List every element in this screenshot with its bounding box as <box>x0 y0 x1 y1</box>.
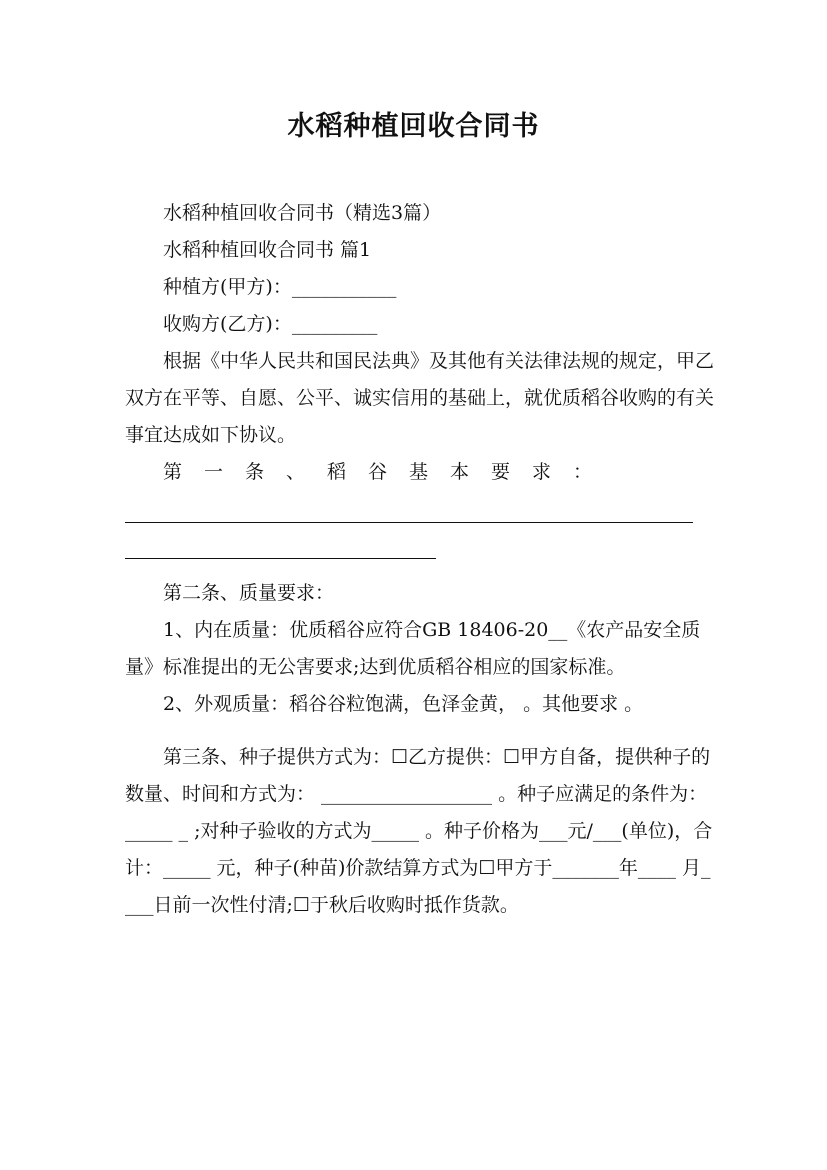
paragraph-gap <box>125 723 715 739</box>
document-subtitle: 水稻种植回收合同书（精选3篇） <box>163 202 442 224</box>
article-2-item-2: 2、外观质量：稻谷谷粒饱满，色泽金黄， 。其他要求 。 <box>163 693 644 715</box>
article-1-blank-line-1 <box>125 491 693 523</box>
article-1-blank-line-2 <box>125 527 436 559</box>
section-title: 水稻种植回收合同书 篇1 <box>163 239 372 261</box>
article-3-paragraph: 第三条、种子提供方式为：☐乙方提供：☐甲方自备，提供种子的数量、时间和方式为： __________________ 。种子应满足的条件为：_____ _ ;对种子验收的方式为_____ 。种子价格为___元/___(单位)，合计：_____ 元，种子(种苗)价款结算方式为☐甲方于_______年____ 月____日前一次性付清;☐于秋后收购时抵作货款。 <box>125 746 713 916</box>
intro-paragraph: 根据《中华人民共和国民法典》及其他有关法律法规的规定，甲乙双方在平等、自愿、公平、诚实信用的基础上，就优质稻谷收购的有关事宜达成如下协议。 <box>125 350 715 446</box>
party-a-line: 种植方(甲方)：___________ <box>163 276 397 298</box>
article-1-heading: 第一条、稻谷基本要求： <box>163 461 615 483</box>
paragraph-gap <box>125 559 715 575</box>
party-b-line: 收购方(乙方)：_________ <box>163 313 378 335</box>
article-2-item-1: 1、内在质量：优质稻谷应符合GB 18406-20__《农产品安全质量》标准提出的无公害要求;达到优质稻谷相应的国家标准。 <box>125 619 701 678</box>
article-2-heading: 第二条、质量要求： <box>163 582 335 604</box>
document-title: 水稻种植回收合同书 <box>287 111 540 142</box>
document-body <box>125 195 715 924</box>
